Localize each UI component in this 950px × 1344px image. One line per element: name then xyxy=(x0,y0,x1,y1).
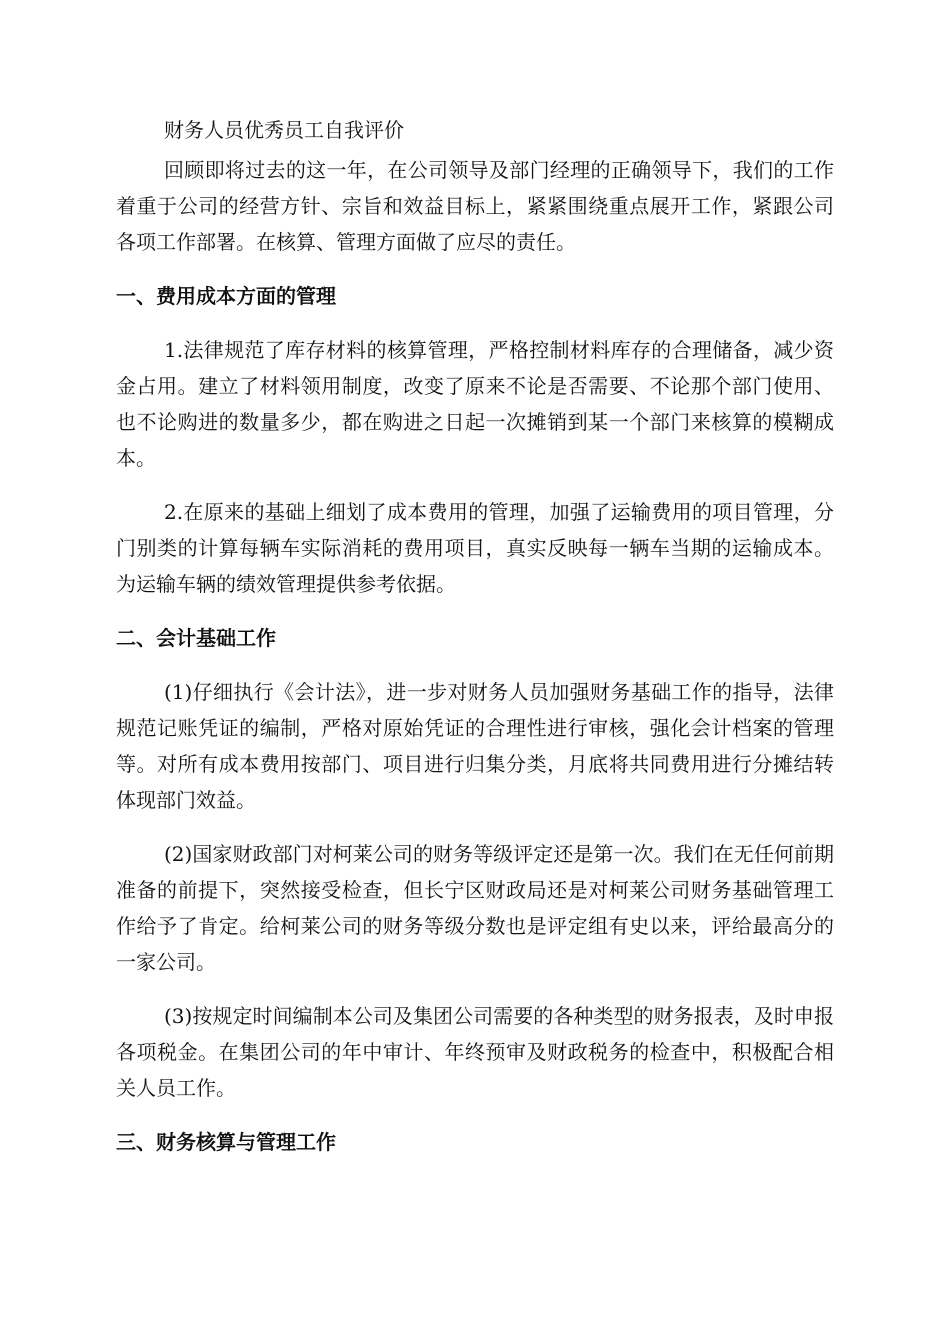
document-title: 财务人员优秀员工自我评价 xyxy=(164,118,404,142)
section-heading-3: 三、财务核算与管理工作 xyxy=(116,1130,336,1154)
section-1-paragraph-2: 2.在原来的基础上细划了成本费用的管理，加强了运输费用的项目管理，分门别类的计算每辆车实际消耗的费用项目，真实反映每一辆车当期的运输成本。为运输车辆的绩效管理提供参考依据。 xyxy=(116,500,834,596)
section-1-paragraph-1: 1.法律规范了库存材料的核算管理，严格控制材料库存的合理储备，减少资金占用。建立了材料领用制度，改变了原来不论是否需要、不论那个部门使用、也不论购进的数量多少，都在购进之日起一次摊销到某一个部门来核算的模糊成本。 xyxy=(116,338,834,470)
intro-paragraph: 回顾即将过去的这一年，在公司领导及部门经理的正确领导下，我们的工作着重于公司的经营方针、宗旨和效益目标上，紧紧围绕重点展开工作，紧跟公司各项工作部署。在核算、管理方面做了应尽的责任。 xyxy=(116,158,834,254)
section-2-paragraph-1: (1)仔细执行《会计法》，进一步对财务人员加强财务基础工作的指导，法律规范记账凭证的编制，严格对原始凭证的合理性进行审核，强化会计档案的管理等。对所有成本费用按部门、项目进行归集分类，月底将共同费用进行分摊结转体现部门效益。 xyxy=(116,680,834,812)
section-heading-1: 一、费用成本方面的管理 xyxy=(116,284,336,308)
section-2-paragraph-2: (2)国家财政部门对柯莱公司的财务等级评定还是第一次。我们在无任何前期准备的前提下，突然接受检查，但长宁区财政局还是对柯莱公司财务基础管理工作给予了肯定。给柯莱公司的财务等级分数也是评定组有史以来，评给最高分的一家公司。 xyxy=(116,842,834,974)
document-page xyxy=(116,112,834,1178)
section-2-paragraph-3: (3)按规定时间编制本公司及集团公司需要的各种类型的财务报表，及时申报各项税金。在集团公司的年中审计、年终预审及财政税务的检查中，积极配合相关人员工作。 xyxy=(116,1004,834,1100)
section-heading-2: 二、会计基础工作 xyxy=(116,626,276,650)
